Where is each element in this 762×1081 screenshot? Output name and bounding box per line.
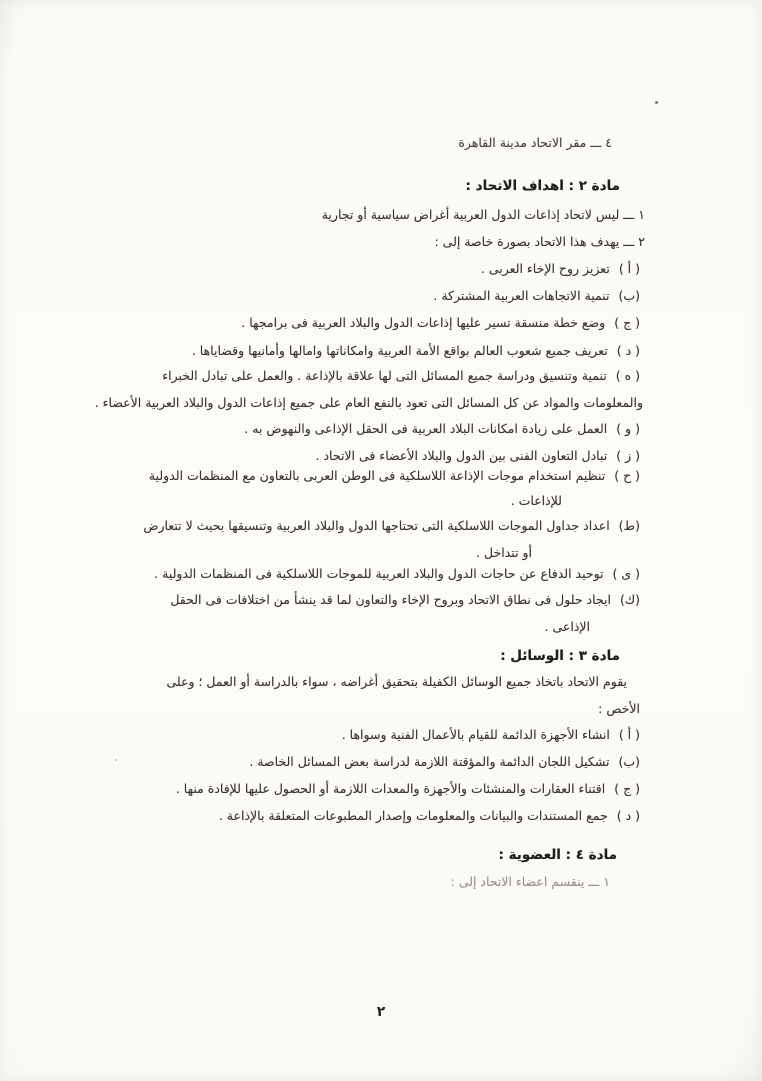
goal-item-g: [316, 446, 640, 466]
means-text-a: انشاء الأجهزة الدائمة للقيام بالأعمال الفنية وسواها .: [341, 727, 610, 742]
article-3-paragraph-line-2: الأخص :: [598, 701, 640, 716]
goal-item-i: [143, 516, 640, 536]
means-item-d: [219, 806, 640, 826]
means-marker-a: ( أ ): [618, 727, 640, 742]
means-text-d: جمع المستندات والبيانات والمعلومات وإصدار المطبوعات المتعلقة بالإذاعة .: [218, 808, 608, 823]
article-3-heading: مادة ٣ : الوسائل :: [500, 648, 620, 664]
goal-marker-b: (ب): [618, 288, 640, 303]
prior-article-clause-4: ٤ ـــ مقر الاتحاد مدينة القاهرة: [458, 135, 612, 150]
goal-marker-g: ( ز ): [616, 448, 640, 463]
goal-item-k-continuation: الإذاعى .: [544, 619, 590, 634]
goal-text-d: تعريف جميع شعوب العالم بواقع الأمة العربية وامكاناتها وامالها وأمانيها وقضاياها .: [191, 343, 608, 358]
goal-item-j: [154, 564, 640, 584]
scan-speck: [115, 759, 117, 761]
goal-item-a: [481, 259, 640, 279]
means-text-c: اقتناء العقارات والمنشئات والأجهزة والمعدات اللازمة أو الحصول عليها للإفادة منها .: [175, 781, 606, 796]
goal-text-h: تنظيم استخدام موجات الإذاعة اللاسلكية فى الوطن العربى بالتعاون مع المنظمات الدولية: [148, 468, 606, 483]
means-marker-c: ( ج ): [614, 781, 640, 796]
goal-marker-e: ( ه ): [615, 368, 640, 383]
goal-item-h-continuation: للإذاعات .: [510, 493, 562, 508]
goal-marker-a: ( أ ): [618, 261, 640, 276]
goal-text-e: تنمية وتنسيق ودراسة جميع المسائل التى لها علاقة بالإذاعة . والعمل على تبادل الخبراء: [162, 368, 607, 383]
goal-marker-c: ( ج ): [614, 315, 640, 330]
article-4-heading: مادة ٤ : العضوية :: [498, 847, 617, 863]
goal-item-i-continuation: أو تتداخل .: [476, 545, 532, 560]
article-2-clause-1: ١ ـــ ليس لاتحاد إذاعات الدول العربية أغراض سياسية أو تجارية: [321, 207, 645, 222]
means-item-c: [176, 779, 640, 799]
means-text-b: تشكيل اللجان الدائمة والمؤقتة اللازمة لدراسة بعض المسائل الخاصة .: [249, 754, 610, 769]
goal-marker-k: (ك): [619, 592, 640, 607]
means-marker-b: (ب): [618, 754, 640, 769]
goal-marker-i: (ط): [618, 518, 640, 533]
goal-marker-h: ( ح ): [614, 468, 640, 483]
goal-text-i: اعداد جداول الموجات اللاسلكية التى تحتاجها الدول والبلاد العربية وتنسيقها بحيث لا تتعارض: [143, 518, 610, 533]
goal-item-b: [433, 286, 640, 306]
goal-item-e: [162, 366, 640, 386]
article-3-paragraph-line-1: يقوم الاتحاد باتخاذ جميع الوسائل الكفيلة بتحقيق أغراضه ، سواء بالدراسة أو العمل ؛ وعلى: [166, 674, 627, 689]
goal-text-j: توحيد الدفاع عن حاجات الدول والبلاد العربية للموجات اللاسلكية فى المنظمات الدولية .: [154, 566, 604, 581]
goal-marker-j: ( ى ): [612, 566, 640, 581]
goal-item-f: [244, 419, 640, 439]
scan-speck: [655, 101, 658, 104]
goal-item-d: [192, 341, 640, 361]
goal-item-e-continuation: والمعلومات والمواد عن كل المسائل التى تعود بالنفع العام على جميع إذاعات الدول والبلاد العربية الأعضاء .: [94, 395, 643, 410]
goal-item-h: [149, 466, 640, 486]
goal-text-g: تبادل التعاون الفنى بين الدول والبلاد الأعضاء فى الاتحاد .: [315, 448, 608, 463]
article-2-clause-2: ٢ ـــ يهدف هذا الاتحاد بصورة خاصة إلى :: [434, 234, 645, 249]
goal-text-f: العمل على زيادة امكانات البلاد العربية فى الحقل الإذاعى والنهوض به .: [244, 421, 608, 436]
page-number: ٢: [376, 1004, 386, 1020]
means-item-b: [249, 752, 640, 772]
goal-marker-d: ( د ): [616, 343, 640, 358]
goal-item-c: [241, 313, 640, 333]
goal-text-c: وضع خطة منسقة تسير عليها إذاعات الدول والبلاد العربية فى برامجها .: [241, 315, 606, 330]
goal-item-k: [170, 590, 640, 610]
means-marker-d: ( د ): [616, 808, 640, 823]
means-item-a: [342, 725, 640, 745]
goal-text-k: ايجاد حلول فى نطاق الاتحاد وبروح الإخاء والتعاون لما قد ينشأ من اختلافات فى الحقل: [170, 592, 611, 607]
article-2-heading: مادة ٢ : اهداف الاتحاد :: [465, 178, 620, 194]
goal-marker-f: ( و ): [616, 421, 640, 436]
article-4-clause-1: ١ ـــ ينقسم اعضاء الاتحاد إلى :: [450, 874, 610, 889]
goal-text-a: تعزيز روح الإخاء العربى .: [480, 261, 610, 276]
goal-text-b: تنمية الاتجاهات العربية المشتركة .: [433, 288, 610, 303]
